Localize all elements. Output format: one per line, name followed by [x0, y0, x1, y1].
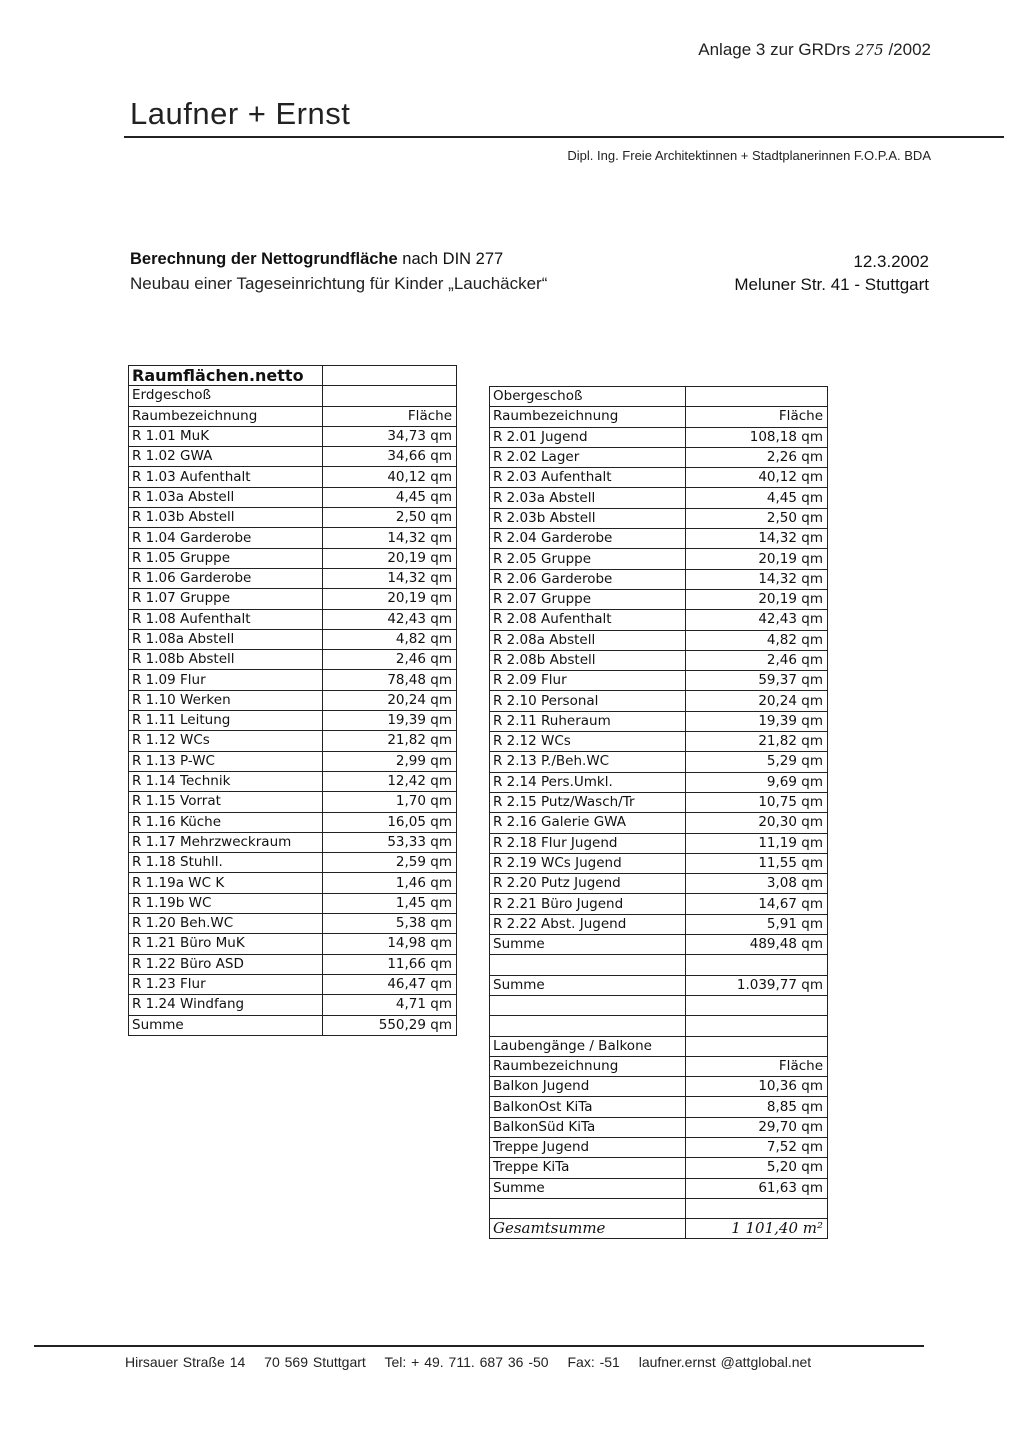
room-name: R 1.14 Technik: [129, 771, 323, 791]
table-row: [129, 832, 457, 852]
room-name: R 1.23 Flur: [129, 974, 323, 994]
room-area: 53,33 qm: [323, 832, 457, 852]
room-area: 20,19 qm: [323, 548, 457, 568]
room-name: Gesamtsumme: [490, 1219, 686, 1239]
table-row: [490, 610, 828, 630]
room-area: 11,66 qm: [323, 954, 457, 974]
room-name: R 1.10 Werken: [129, 690, 323, 710]
room-name: R 2.03a Abstell: [490, 488, 686, 508]
room-name: R 1.21 Büro MuK: [129, 934, 323, 954]
table-row: [129, 589, 457, 609]
room-area: 46,47 qm: [323, 974, 457, 994]
header-divider: [124, 136, 1004, 138]
room-name: R 2.11 Ruheraum: [490, 711, 686, 731]
room-name: R 1.06 Garderobe: [129, 568, 323, 588]
table-row: [490, 589, 828, 609]
empty-row: [490, 995, 828, 1015]
room-area: 1,46 qm: [323, 873, 457, 893]
table-title: Raumflächen.netto: [129, 366, 323, 386]
room-area: 4,82 qm: [323, 629, 457, 649]
room-area: 1.039,77 qm: [686, 975, 828, 995]
empty-row: [490, 1016, 828, 1036]
room-area: 14,32 qm: [686, 529, 828, 549]
document-title-rest: nach DIN 277: [397, 250, 504, 268]
table-row: [129, 508, 457, 528]
room-name: R 1.07 Gruppe: [129, 589, 323, 609]
room-name: Treppe KiTa: [490, 1158, 686, 1178]
room-name: R 1.02 GWA: [129, 447, 323, 467]
attachment-reference: [698, 40, 931, 60]
table-row: [129, 568, 457, 588]
footer-phone: Tel: + 49. 711. 687 36 -50: [384, 1354, 549, 1370]
room-area: 4,45 qm: [323, 487, 457, 507]
room-area: 29,70 qm: [686, 1117, 828, 1137]
room-area: 1,70 qm: [323, 792, 457, 812]
room-name: R 1.19a WC K: [129, 873, 323, 893]
room-name: R 2.07 Gruppe: [490, 589, 686, 609]
room-name: R 1.08a Abstell: [129, 629, 323, 649]
room-area: 10,75 qm: [686, 792, 828, 812]
room-area: 3,08 qm: [686, 874, 828, 894]
room-name: R 2.20 Putz Jugend: [490, 874, 686, 894]
table-row: [490, 732, 828, 752]
room-area: 20,19 qm: [323, 589, 457, 609]
room-area: 4,82 qm: [686, 630, 828, 650]
table-row: [129, 690, 457, 710]
table-row: [129, 853, 457, 873]
table-row: [490, 711, 828, 731]
footer-fax: Fax: -51: [567, 1354, 620, 1370]
footer-email: laufner.ernst @attglobal.net: [638, 1354, 812, 1370]
section-row: [490, 1036, 828, 1056]
section-row: [129, 386, 457, 406]
table-row: [129, 812, 457, 832]
sum-row: [490, 935, 828, 955]
room-area: 20,19 qm: [686, 549, 828, 569]
room-area: 2,50 qm: [323, 508, 457, 528]
room-name: R 2.06 Garderobe: [490, 569, 686, 589]
room-name: [490, 995, 686, 1015]
table-row: [490, 1097, 828, 1117]
room-area: 19,39 qm: [323, 711, 457, 731]
room-area: 5,91 qm: [686, 914, 828, 934]
column-header-area: Fläche: [686, 407, 828, 427]
room-area: 40,12 qm: [323, 467, 457, 487]
column-header-name: Raumbezeichnung: [490, 407, 686, 427]
table-row: [129, 650, 457, 670]
room-area: 108,18 qm: [686, 427, 828, 447]
room-area: 7,52 qm: [686, 1137, 828, 1157]
room-area: 2,26 qm: [686, 447, 828, 467]
room-name: R 1.04 Garderobe: [129, 528, 323, 548]
table-row: [129, 711, 457, 731]
room-name: Treppe Jugend: [490, 1137, 686, 1157]
document-date: 12.3.2002: [853, 252, 929, 271]
room-area: [686, 1036, 828, 1056]
room-name: R 2.21 Büro Jugend: [490, 894, 686, 914]
room-area: [686, 995, 828, 1015]
table-row: [129, 731, 457, 751]
table-row: [490, 1158, 828, 1178]
document-title: [130, 250, 503, 269]
footer-street: Hirsauer Straße 14: [125, 1354, 246, 1370]
handwritten-doc-number: 275: [855, 41, 884, 59]
room-name: R 2.12 WCs: [490, 732, 686, 752]
table-row: [490, 529, 828, 549]
footer-contact: [125, 1354, 825, 1370]
room-name: R 1.19b WC: [129, 893, 323, 913]
table-row: [490, 1077, 828, 1097]
room-name: R 2.10 Personal: [490, 691, 686, 711]
room-name: R 1.22 Büro ASD: [129, 954, 323, 974]
room-area: 4,45 qm: [686, 488, 828, 508]
room-area: 5,20 qm: [686, 1158, 828, 1178]
table-row: [129, 487, 457, 507]
room-area: 14,32 qm: [323, 568, 457, 588]
table-row: [129, 771, 457, 791]
table-row: [490, 752, 828, 772]
table-row: [490, 813, 828, 833]
room-area: 59,37 qm: [686, 671, 828, 691]
room-name: R 1.24 Windfang: [129, 995, 323, 1015]
room-area: 489,48 qm: [686, 935, 828, 955]
room-area: 21,82 qm: [323, 731, 457, 751]
sum-row: [490, 1178, 828, 1198]
room-area: 1,45 qm: [323, 893, 457, 913]
attachment-prefix: Anlage 3 zur GRDrs: [698, 40, 856, 59]
room-name: R 1.18 Stuhll.: [129, 853, 323, 873]
grand-total-row: [490, 1219, 828, 1239]
empty-row: [490, 955, 828, 975]
room-area: 40,12 qm: [686, 468, 828, 488]
room-name: Summe: [490, 1178, 686, 1198]
table-row: [129, 873, 457, 893]
room-name: R 2.16 Galerie GWA: [490, 813, 686, 833]
room-name: Laubengänge / Balkone: [490, 1036, 686, 1056]
upper-floor-table: [489, 386, 828, 1239]
room-area: 20,24 qm: [686, 691, 828, 711]
table-row: [490, 447, 828, 467]
room-area: 8,85 qm: [686, 1097, 828, 1117]
room-area: 42,43 qm: [686, 610, 828, 630]
table-row: [129, 609, 457, 629]
header-row: [490, 407, 828, 427]
room-name: R 2.19 WCs Jugend: [490, 853, 686, 873]
column-header-name: Raumbezeichnung: [129, 406, 323, 426]
room-name: Raumbezeichnung: [490, 1056, 686, 1076]
room-area: 2,99 qm: [323, 751, 457, 771]
room-name: R 2.22 Abst. Jugend: [490, 914, 686, 934]
table-row: [490, 468, 828, 488]
header-row: [129, 406, 457, 426]
room-name: [490, 1016, 686, 1036]
room-name: R 1.15 Vorrat: [129, 792, 323, 812]
section-label: Obergeschoß: [490, 387, 686, 407]
room-name: R 1.03 Aufenthalt: [129, 467, 323, 487]
room-name: R 1.12 WCs: [129, 731, 323, 751]
table-row: [490, 914, 828, 934]
room-area: 20,30 qm: [686, 813, 828, 833]
room-area: 14,98 qm: [323, 934, 457, 954]
table-row: [129, 751, 457, 771]
room-area: 14,67 qm: [686, 894, 828, 914]
attachment-year: /2002: [883, 40, 931, 59]
footer-divider: [34, 1345, 924, 1347]
empty-row: [490, 1198, 828, 1218]
table-row: [129, 447, 457, 467]
document-subtitle: Neubau einer Tageseinrichtung für Kinder „Lauchäcker“: [130, 274, 548, 293]
room-area: 78,48 qm: [323, 670, 457, 690]
room-name: R 1.08 Aufenthalt: [129, 609, 323, 629]
table-row: [490, 894, 828, 914]
table-row: [490, 671, 828, 691]
table-row: [490, 1117, 828, 1137]
room-name: R 1.01 MuK: [129, 426, 323, 446]
room-name: R 1.03a Abstell: [129, 487, 323, 507]
header-row: [490, 1056, 828, 1076]
room-name: R 2.08 Aufenthalt: [490, 610, 686, 630]
room-area: 11,19 qm: [686, 833, 828, 853]
firm-subtitle: Dipl. Ing. Freie Architektinnen + Stadtplanerinnen F.O.P.A. BDA: [567, 148, 931, 163]
room-area: 2,46 qm: [686, 650, 828, 670]
section-row: [490, 387, 828, 407]
table-row: [490, 650, 828, 670]
room-area: 34,66 qm: [323, 447, 457, 467]
room-name: R 2.03 Aufenthalt: [490, 468, 686, 488]
room-name: R 2.03b Abstell: [490, 508, 686, 528]
room-name: R 1.17 Mehrzweckraum: [129, 832, 323, 852]
project-address: Meluner Str. 41 - Stuttgart: [734, 275, 929, 294]
room-area: 14,32 qm: [686, 569, 828, 589]
room-area: 550,29 qm: [323, 1015, 457, 1035]
table-row: [490, 569, 828, 589]
room-name: R 2.14 Pers.Umkl.: [490, 772, 686, 792]
room-name: [490, 1198, 686, 1218]
room-name: R 2.18 Flur Jugend: [490, 833, 686, 853]
table-row: [490, 488, 828, 508]
room-name: R 2.13 P./Beh.WC: [490, 752, 686, 772]
table-row: [129, 670, 457, 690]
room-name: R 1.03b Abstell: [129, 508, 323, 528]
table-row: [129, 528, 457, 548]
room-name: R 2.08b Abstell: [490, 650, 686, 670]
room-name: R 2.05 Gruppe: [490, 549, 686, 569]
room-name: R 2.01 Jugend: [490, 427, 686, 447]
table-row: [129, 954, 457, 974]
room-area: 10,36 qm: [686, 1077, 828, 1097]
room-area: 1 101,40 m²: [686, 1219, 828, 1239]
table-row: [129, 548, 457, 568]
room-name: R 1.20 Beh.WC: [129, 914, 323, 934]
room-area: Fläche: [686, 1056, 828, 1076]
room-area: 21,82 qm: [686, 732, 828, 752]
table-row: [490, 772, 828, 792]
empty-cell: [686, 387, 828, 407]
room-area: 12,42 qm: [323, 771, 457, 791]
table-title-row: [129, 366, 457, 386]
room-area: [686, 1198, 828, 1218]
room-area: 11,55 qm: [686, 853, 828, 873]
room-name: R 1.05 Gruppe: [129, 548, 323, 568]
room-name: BalkonSüd KiTa: [490, 1117, 686, 1137]
table-row: [490, 427, 828, 447]
table-row: [490, 1137, 828, 1157]
room-area: 2,59 qm: [323, 853, 457, 873]
room-name: R 1.08b Abstell: [129, 650, 323, 670]
table-row: [490, 508, 828, 528]
table-row: [490, 630, 828, 650]
table-row: [490, 691, 828, 711]
room-name: R 1.09 Flur: [129, 670, 323, 690]
firm-logo: Laufner + Ernst: [130, 96, 351, 131]
room-area: [686, 955, 828, 975]
document-title-bold: Berechnung der Nettogrundfläche: [130, 250, 398, 268]
table-row: [490, 853, 828, 873]
table-row: [129, 893, 457, 913]
room-name: R 2.04 Garderobe: [490, 529, 686, 549]
table-row: [129, 426, 457, 446]
room-name: R 2.08a Abstell: [490, 630, 686, 650]
sum-row: [129, 1015, 457, 1035]
section-label: Erdgeschoß: [129, 386, 323, 406]
room-area: 2,50 qm: [686, 508, 828, 528]
ground-floor-table: [128, 365, 457, 1036]
room-area: 20,19 qm: [686, 589, 828, 609]
room-area: 4,71 qm: [323, 995, 457, 1015]
room-area: 42,43 qm: [323, 609, 457, 629]
table-row: [129, 914, 457, 934]
table-row: [490, 792, 828, 812]
room-name: Balkon Jugend: [490, 1077, 686, 1097]
empty-cell: [323, 386, 457, 406]
table-row: [129, 629, 457, 649]
room-area: 5,38 qm: [323, 914, 457, 934]
table-row: [129, 934, 457, 954]
table-row: [490, 833, 828, 853]
empty-cell: [323, 366, 457, 386]
room-area: 34,73 qm: [323, 426, 457, 446]
room-name: BalkonOst KiTa: [490, 1097, 686, 1117]
room-area: [686, 1016, 828, 1036]
table-row: [129, 995, 457, 1015]
table-row: [490, 874, 828, 894]
room-name: R 2.02 Lager: [490, 447, 686, 467]
room-name: Summe: [490, 935, 686, 955]
room-area: 2,46 qm: [323, 650, 457, 670]
column-header-area: Fläche: [323, 406, 457, 426]
table-row: [129, 467, 457, 487]
room-name: Summe: [129, 1015, 323, 1035]
room-name: Summe: [490, 975, 686, 995]
room-area: 9,69 qm: [686, 772, 828, 792]
room-name: [490, 955, 686, 975]
room-area: 16,05 qm: [323, 812, 457, 832]
room-name: R 1.11 Leitung: [129, 711, 323, 731]
table-row: [129, 974, 457, 994]
total-row: [490, 975, 828, 995]
room-area: 19,39 qm: [686, 711, 828, 731]
table-row: [129, 792, 457, 812]
room-name: R 1.16 Küche: [129, 812, 323, 832]
room-area: 61,63 qm: [686, 1178, 828, 1198]
room-area: 14,32 qm: [323, 528, 457, 548]
room-area: 5,29 qm: [686, 752, 828, 772]
room-name: R 1.13 P-WC: [129, 751, 323, 771]
room-area: 20,24 qm: [323, 690, 457, 710]
room-name: R 2.09 Flur: [490, 671, 686, 691]
table-row: [490, 549, 828, 569]
room-name: R 2.15 Putz/Wasch/Tr: [490, 792, 686, 812]
footer-city: 70 569 Stuttgart: [264, 1354, 366, 1370]
